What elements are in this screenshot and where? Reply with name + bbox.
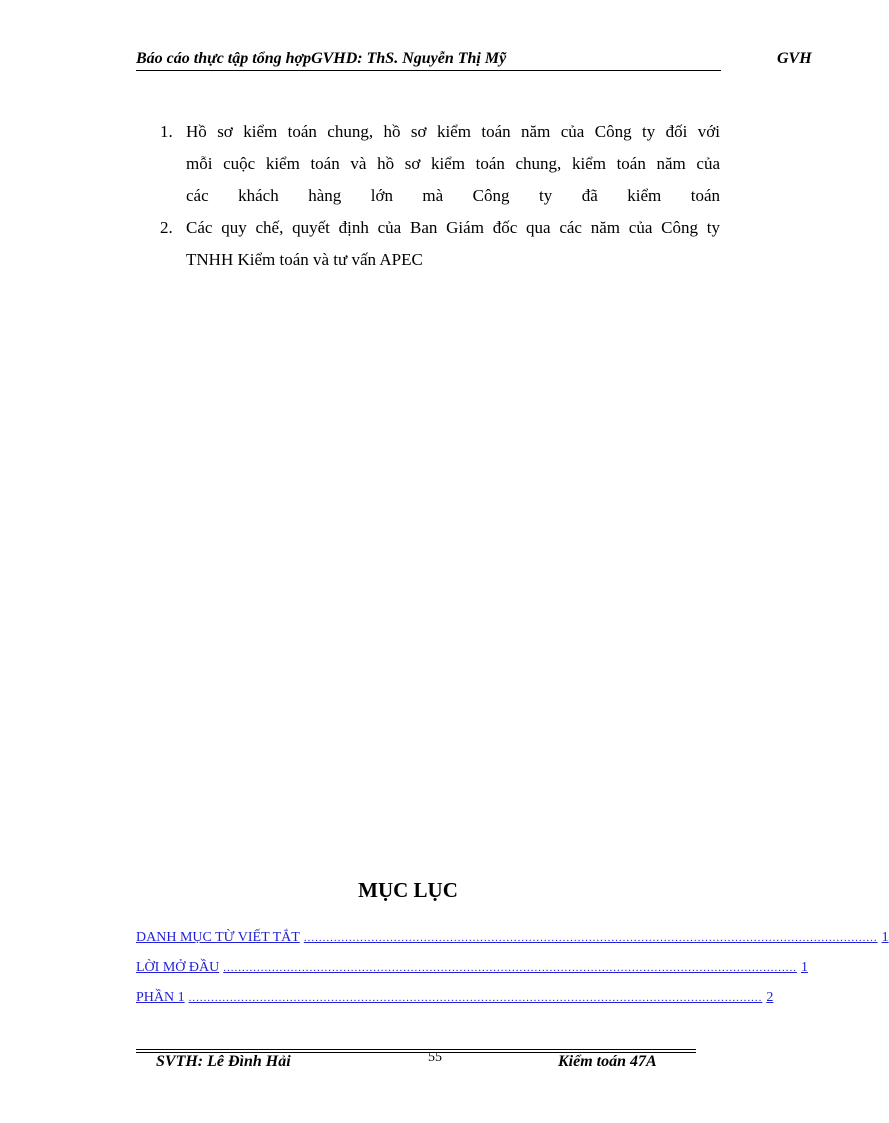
toc-entry-label[interactable]: PHẦN 1 bbox=[136, 990, 185, 1005]
toc-title: MỤC LỤC bbox=[358, 878, 458, 902]
reference-line-text: mỗi cuộc kiểm toán và hồ sơ kiểm toán chung, kiểm toán năm của bbox=[186, 154, 720, 173]
reference-list bbox=[160, 116, 720, 276]
toc-entry-page[interactable]: 2 bbox=[766, 990, 774, 1005]
reference-line bbox=[186, 212, 720, 244]
reference-number: 2. bbox=[160, 218, 173, 237]
toc-entry-page[interactable]: 1 bbox=[800, 960, 808, 975]
footer-student: SVTH: Lê Đình Hải bbox=[156, 1053, 291, 1070]
reference-line-text: TNHH Kiểm toán và tư vấn APEC bbox=[186, 250, 423, 269]
reference-line bbox=[186, 244, 720, 276]
reference-item bbox=[160, 212, 720, 276]
table-of-contents bbox=[136, 930, 889, 1020]
header-overflow-text: GVH bbox=[777, 50, 812, 67]
toc-leader-dots: ......................................................................................................................................................... bbox=[223, 962, 797, 974]
toc-entry-label[interactable]: LỜI MỞ ĐẦU bbox=[136, 960, 220, 975]
toc-entry-part-1[interactable] bbox=[136, 990, 774, 1020]
reference-line-text: Các quy chế, quyết định của Ban Giám đốc qua các năm của Công ty bbox=[186, 218, 720, 237]
reference-line-text: các khách hàng lớn mà Công ty đã kiểm toán bbox=[186, 186, 720, 205]
toc-leader-dots: ......................................................................................................................................................... bbox=[303, 932, 878, 944]
page-footer bbox=[156, 1050, 696, 1071]
reference-line bbox=[186, 180, 720, 212]
reference-number: 1. bbox=[160, 122, 173, 141]
footer-page-number: 55 bbox=[428, 1050, 442, 1065]
toc-leader-dots: ......................................................................................................................................................... bbox=[188, 992, 763, 1004]
footer-class: Kiểm toán 47A bbox=[558, 1053, 657, 1070]
toc-entry-page[interactable]: 1 bbox=[881, 930, 889, 945]
header-title: Báo cáo thực tập tổng hợpGVHD: ThS. Nguyễn Thị Mỹ bbox=[136, 50, 721, 71]
reference-line bbox=[186, 116, 720, 148]
toc-entry-label[interactable]: DANH MỤC TỪ VIẾT TẮT bbox=[136, 930, 300, 945]
toc-entry-abbreviations[interactable] bbox=[136, 930, 889, 960]
reference-line-text: Hồ sơ kiểm toán chung, hồ sơ kiểm toán năm của Công ty đối với bbox=[186, 122, 720, 141]
page-header bbox=[136, 50, 816, 71]
footer-rule-top bbox=[136, 1049, 696, 1050]
reference-line bbox=[186, 148, 720, 180]
reference-item bbox=[160, 116, 720, 212]
toc-entry-introduction[interactable] bbox=[136, 960, 808, 990]
